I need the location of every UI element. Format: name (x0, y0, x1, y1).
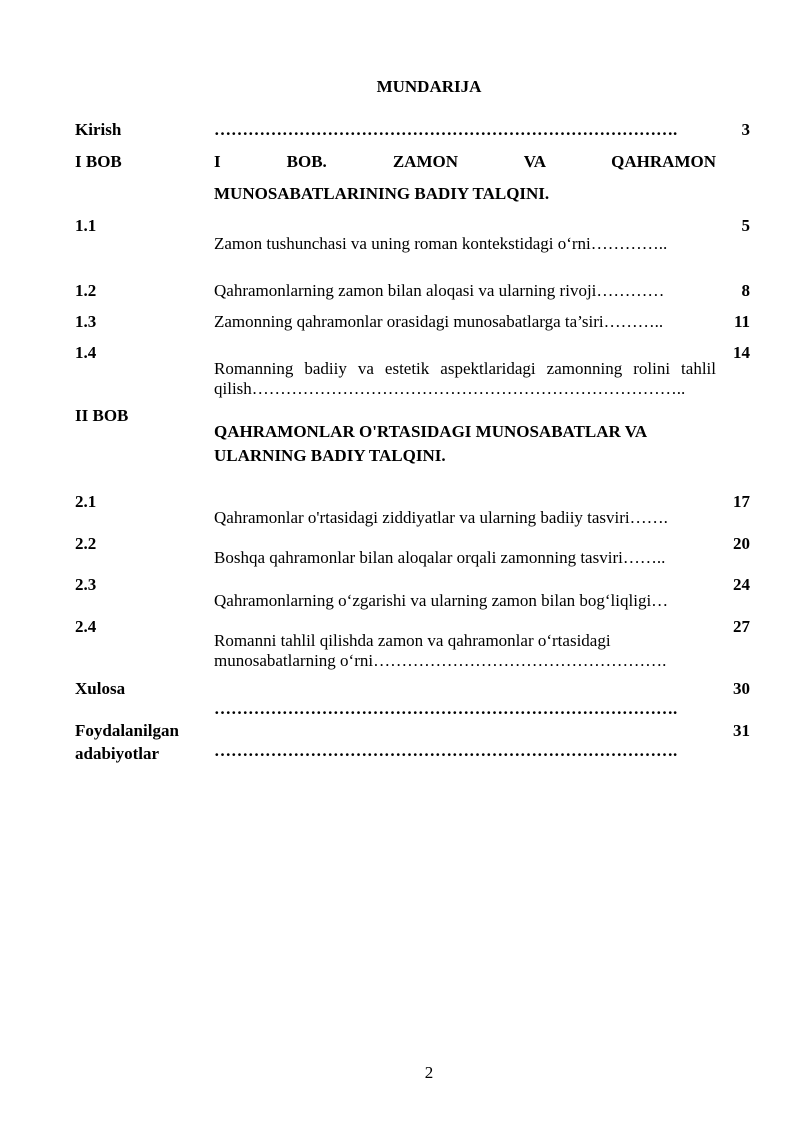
toc-entry-text: Boshqa qahramonlar bilan aloqalar orqali zamonning tasviri…….. (214, 548, 666, 567)
toc-label: 1.2 (75, 281, 97, 300)
toc-label: Xulosa (75, 679, 126, 698)
toc-label: 2.3 (75, 575, 97, 594)
toc-page-number: 14 (733, 343, 750, 362)
toc-label: 2.4 (75, 617, 97, 636)
toc-label: 2.2 (75, 534, 97, 553)
page-number-footer: 2 (424, 1063, 434, 1082)
toc-label: 1.3 (75, 312, 97, 331)
toc-page-number: 27 (733, 617, 750, 636)
toc-entry-text: Zamonning qahramonlar orasidagi munosabatlarga ta’siri……….. (214, 312, 664, 331)
toc-leader-dots: ………………………………………………………………………. (214, 699, 678, 718)
page-title: MUNDARIJA (376, 77, 482, 96)
toc-page-number: 5 (741, 216, 750, 235)
toc-page-number: 20 (733, 534, 750, 553)
toc-label: 2.1 (75, 492, 97, 511)
toc-entry-text: Qahramonlarning o‘zgarishi va ularning zamon bilan bog‘liqligi… (214, 591, 669, 610)
toc-label: I BOB (75, 152, 122, 171)
toc-chapter-title-line2: MUNOSABATLARINING BADIY TALQINI. (214, 184, 550, 203)
toc-page-number: 30 (733, 679, 750, 698)
toc-label: Kirish (75, 120, 122, 139)
toc-page-number: 3 (741, 120, 750, 139)
toc-leader-dots: ………………………………………………………………………. (214, 120, 678, 139)
toc-entry-text: Romanni tahlil qilishda zamon va qahramonlar o‘rtasidagi munosabatlarning o‘rni……………………………………………. (214, 631, 667, 670)
toc-page-number: 8 (741, 281, 750, 300)
toc-label: 1.1 (75, 216, 97, 235)
toc-entry-text: Qahramonlar o'rtasidagi ziddiyatlar va ularning badiiy tasviri……. (214, 508, 668, 527)
toc-leader-dots: ………………………………………………………………………. (214, 741, 678, 760)
toc-entry-text: Zamon tushunchasi va uning roman kontekstidagi o‘rni………….. (214, 234, 668, 253)
toc-entry-text: Romanning badiiy va estetik aspektlaridagi zamonning rolini tahlil qilish………………………………………………………………….. (214, 359, 716, 398)
toc-entry-text: Qahramonlarning zamon bilan aloqasi va ularning rivoji………… (214, 281, 665, 300)
toc-page-number: 31 (733, 721, 750, 740)
toc-page-number: 24 (733, 575, 750, 594)
toc-chapter-title: QAHRAMONLAR O'RTASIDAGI MUNOSABATLAR VA ULARNING BADIY TALQINI. (214, 422, 647, 465)
toc-chapter-title-line1: I BOB. ZAMON VA QAHRAMON (214, 152, 716, 171)
toc-page-number: 11 (733, 312, 750, 331)
toc-label: 1.4 (75, 343, 97, 362)
toc-label: II BOB (75, 406, 129, 425)
toc-page-number: 17 (733, 492, 750, 511)
toc-label: Foydalanilgan adabiyotlar (75, 721, 179, 763)
